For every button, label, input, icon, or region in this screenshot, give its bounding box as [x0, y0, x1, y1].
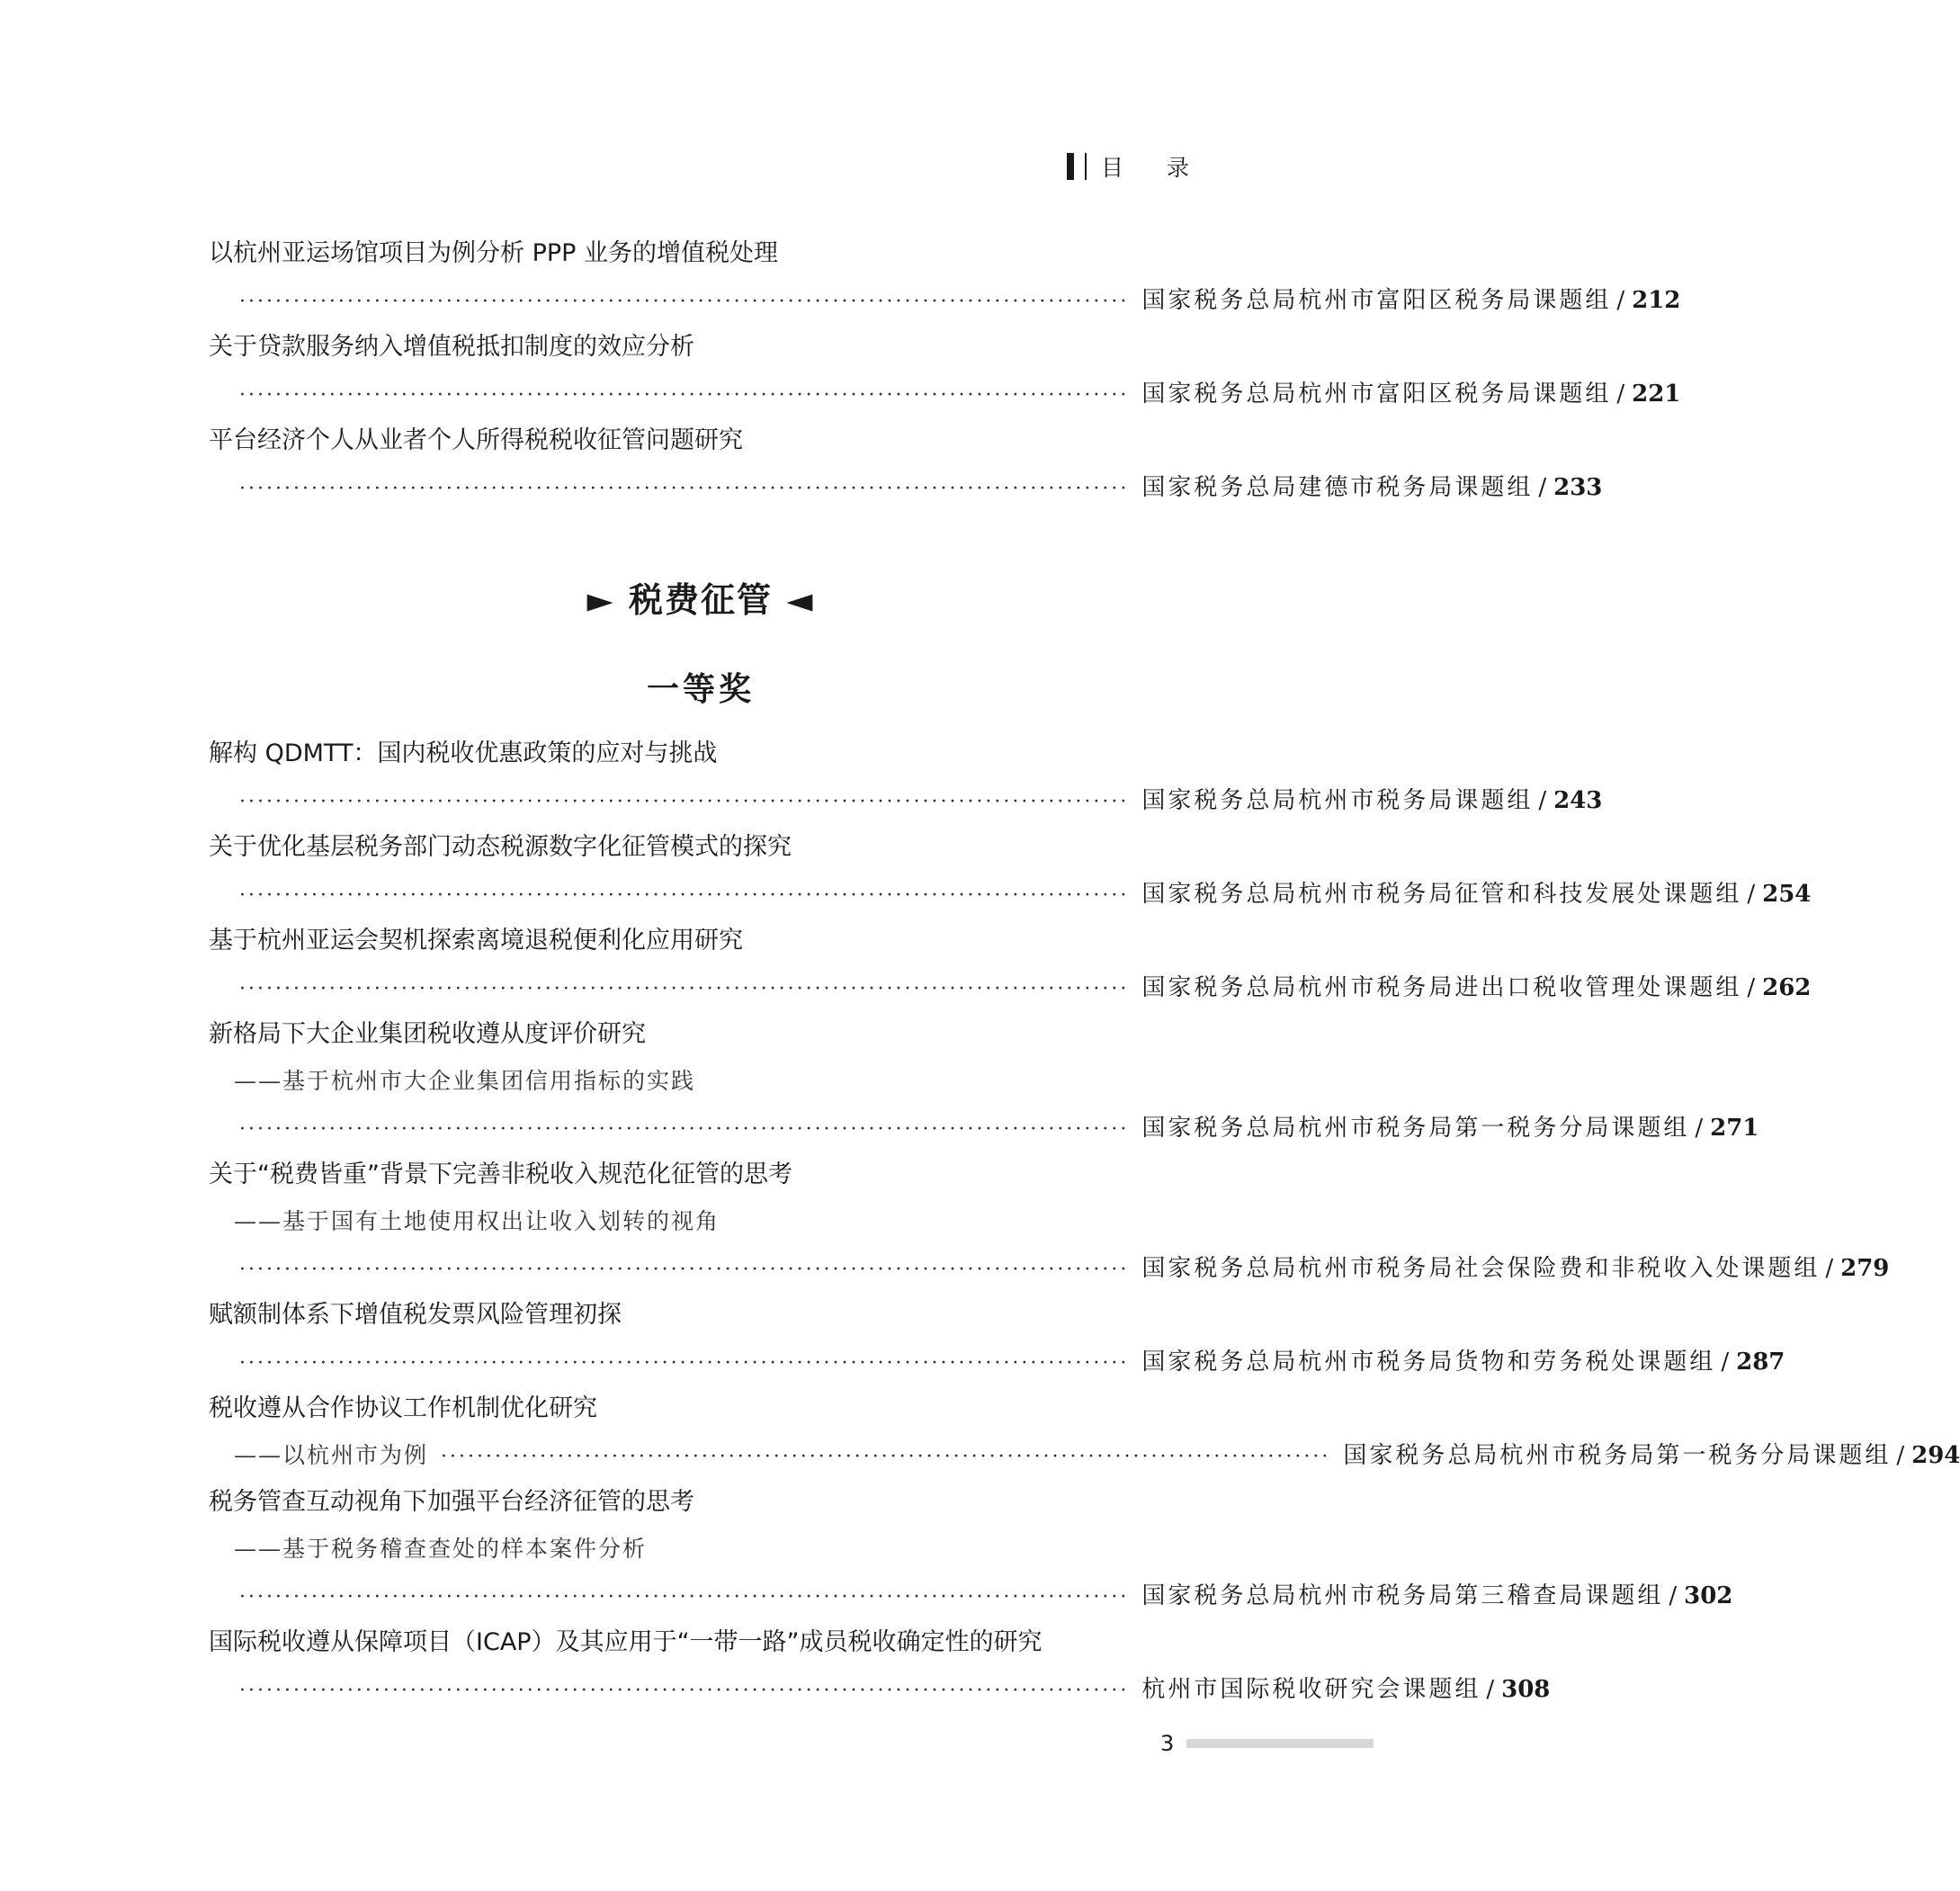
entry-author: 国家税务总局杭州市税务局第三稽查局课题组: [1141, 1582, 1664, 1609]
dot-leader: ···································································································: [239, 384, 1130, 407]
entry-author-line: [209, 464, 1603, 511]
dot-leader: ···································································································: [239, 1259, 1130, 1281]
page-number: 271: [1710, 1115, 1759, 1142]
page-number: 243: [1553, 787, 1603, 814]
slash-separator: /: [1896, 1442, 1905, 1469]
entry-title: 赋额制体系下增值税发票风险管理初探: [209, 1301, 622, 1329]
entry-author: 国家税务总局杭州市税务局第一税务分局课题组: [1343, 1442, 1892, 1469]
slash-separator: /: [1616, 287, 1625, 314]
toc-entry[interactable]: [209, 230, 1681, 324]
entry-author-line: [209, 871, 1812, 918]
entry-author: 国家税务总局杭州市税务局课题组: [1141, 787, 1534, 814]
page-number: 212: [1632, 287, 1681, 314]
toc-entry[interactable]: [209, 918, 1812, 1011]
toc-entry[interactable]: [209, 1292, 1785, 1385]
header-thin-bar: [1085, 153, 1087, 180]
entry-author-line: [209, 777, 1603, 824]
entry-author-line: [209, 1432, 1960, 1479]
page-footer: [1160, 1731, 1374, 1756]
dot-leader: ···································································································: [239, 1586, 1130, 1609]
page-number: 294: [1911, 1442, 1960, 1469]
slash-separator: /: [1538, 474, 1547, 501]
dot-leader: ···································································································: [239, 791, 1130, 813]
section-heading: ► 税费征管 ◄: [586, 579, 815, 620]
entry-subtitle: ——基于国有土地使用权出让收入划转的视角: [234, 1208, 720, 1234]
entry-subtitle: ——基于税务稽查查处的样本案件分析: [234, 1536, 648, 1562]
slash-separator: /: [1669, 1582, 1678, 1609]
toc-entry[interactable]: [209, 1479, 1733, 1619]
entry-author-line: [209, 1245, 1890, 1292]
dot-leader: ···································································································: [239, 884, 1130, 907]
toc-entry-list: [209, 730, 1960, 1713]
entry-title: 基于杭州亚运会契机探索离境退税便利化应用研究: [209, 927, 743, 954]
toc-entry[interactable]: [209, 824, 1812, 918]
entry-author-line: [209, 1105, 1759, 1152]
award-heading: 一等奖: [646, 671, 755, 708]
slash-separator: /: [1695, 1115, 1704, 1142]
page-number: 233: [1553, 474, 1603, 501]
entry-title: 解构 QDMTT：国内税收优惠政策的应对与挑战: [209, 739, 718, 767]
toc-entry[interactable]: [209, 730, 1603, 824]
dot-leader: ···································································································: [239, 1118, 1130, 1141]
dot-leader: ···································································································: [239, 1352, 1130, 1375]
entry-title: 关于优化基层税务部门动态税源数字化征管模式的探究: [209, 833, 792, 861]
entry-author-line: [209, 1573, 1733, 1619]
entry-title: 新格局下大企业集团税收遵从度评价研究: [209, 1020, 646, 1048]
header-thick-bar: [1067, 153, 1074, 180]
page-number: 221: [1632, 381, 1681, 408]
dot-leader: ···································································································: [239, 478, 1130, 500]
entry-author: 国家税务总局建德市税务局课题组: [1141, 474, 1534, 501]
slash-separator: /: [1721, 1349, 1730, 1376]
toc-entry[interactable]: [209, 417, 1603, 511]
toc-entry[interactable]: [209, 1011, 1759, 1152]
entry-title: 税收遵从合作协议工作机制优化研究: [209, 1394, 597, 1422]
entry-author: 国家税务总局杭州市税务局第一税务分局课题组: [1141, 1115, 1690, 1142]
folio-number: 3: [1160, 1731, 1175, 1756]
dot-leader: ···································································································: [441, 1446, 1331, 1468]
dot-leader: ···································································································: [239, 1680, 1130, 1702]
page-number: 279: [1840, 1255, 1890, 1282]
toc-entry[interactable]: [209, 1619, 1551, 1713]
slash-separator: /: [1747, 881, 1756, 908]
toc-entry[interactable]: [209, 1385, 1960, 1479]
slash-separator: /: [1616, 381, 1625, 408]
page-number: 262: [1762, 974, 1812, 1001]
entry-author: 国家税务总局杭州市富阳区税务局课题组: [1141, 381, 1612, 408]
running-title: 目 录: [1101, 155, 1207, 181]
slash-separator: /: [1538, 787, 1547, 814]
entry-author: 国家税务总局杭州市富阳区税务局课题组: [1141, 287, 1612, 314]
entry-author: 国家税务总局杭州市税务局进出口税收管理处课题组: [1141, 974, 1742, 1001]
entry-author-line: [209, 964, 1812, 1011]
toc-entry[interactable]: [209, 1152, 1890, 1292]
entry-author: 国家税务总局杭州市税务局社会保险费和非税收入处课题组: [1141, 1255, 1821, 1282]
running-header: [1067, 151, 1207, 182]
entry-title: 国际税收遵从保障项目（ICAP）及其应用于“一带一路”成员税收确定性的研究: [209, 1628, 1043, 1656]
slash-separator: /: [1747, 974, 1756, 1001]
entry-author: 杭州市国际税收研究会课题组: [1141, 1676, 1481, 1703]
entry-title: 税务管查互动视角下加强平台经济征管的思考: [209, 1488, 694, 1516]
page-number: 308: [1501, 1676, 1551, 1703]
entry-author-line: [209, 1339, 1785, 1385]
slash-separator: /: [1486, 1676, 1495, 1703]
footer-decorative-bar: [1186, 1739, 1374, 1748]
page-number: 254: [1762, 881, 1812, 908]
toc-entry[interactable]: [209, 324, 1681, 417]
entry-title: 关于“税费皆重”背景下完善非税收入规范化征管的思考: [209, 1161, 792, 1188]
entry-author-line: [209, 1666, 1551, 1713]
entry-subtitle: ——以杭州市为例: [234, 1442, 429, 1468]
entry-author-line: [209, 277, 1681, 324]
entry-title: 以杭州亚运场馆项目为例分析 PPP 业务的增值税处理: [209, 239, 779, 267]
dot-leader: ···································································································: [239, 291, 1130, 313]
entry-author: 国家税务总局杭州市税务局征管和科技发展处课题组: [1141, 881, 1742, 908]
page-number: 287: [1736, 1349, 1785, 1376]
entry-author-line: [209, 371, 1681, 417]
entry-subtitle: ——基于杭州市大企业集团信用指标的实践: [234, 1068, 696, 1094]
toc-continued-list: [209, 230, 1681, 511]
entry-title: 平台经济个人从业者个人所得税税收征管问题研究: [209, 426, 743, 454]
page-number: 302: [1684, 1582, 1733, 1609]
slash-separator: /: [1825, 1255, 1834, 1282]
dot-leader: ···································································································: [239, 978, 1130, 1000]
entry-author: 国家税务总局杭州市税务局货物和劳务税处课题组: [1141, 1349, 1716, 1376]
entry-title: 关于贷款服务纳入增值税抵扣制度的效应分析: [209, 333, 694, 361]
